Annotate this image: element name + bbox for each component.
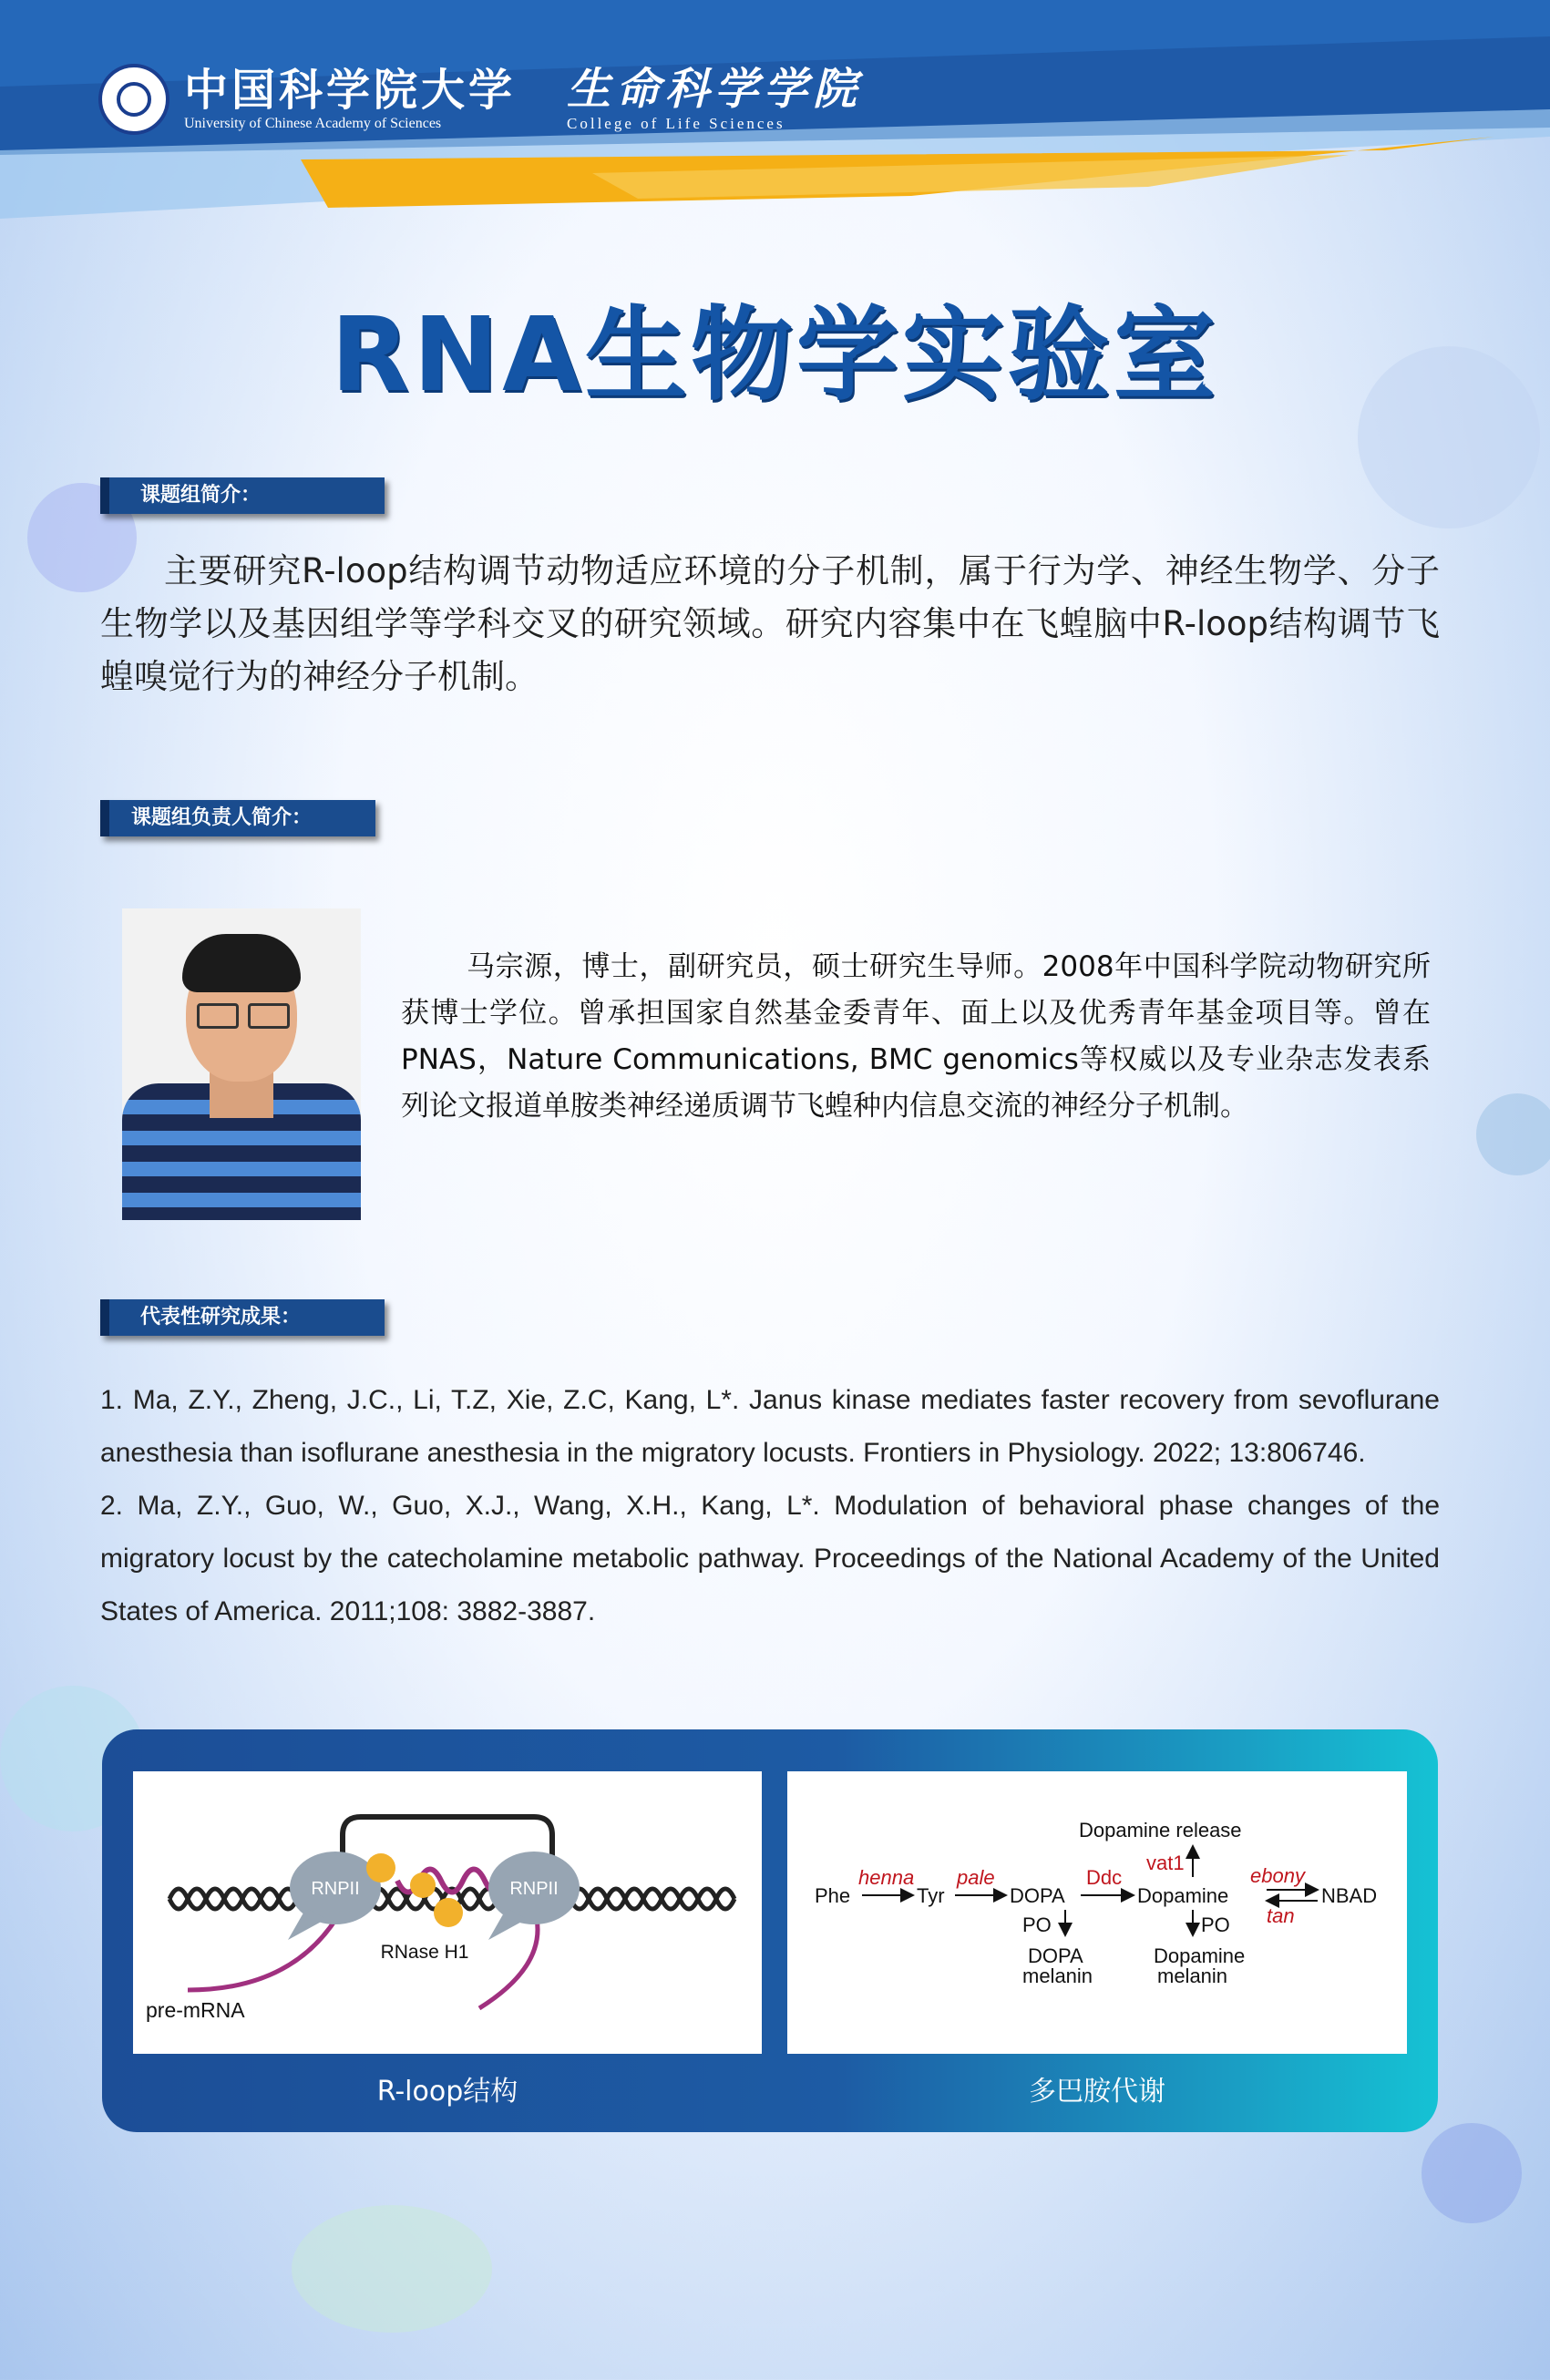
reference-item: 2. Ma, Z.Y., Guo, W., Guo, X.J., Wang, X.H., Kang, L*. Modulation of behavioral phase changes of the migratory locust by the catecholamine metabolic pathway. Proceedings of the National Academy of the United States of America. 2011;108: 3882-3887. (100, 1491, 1440, 1626)
rnase-label: RNase H1 (380, 1942, 469, 1963)
node-dopa: DOPA (1010, 1884, 1065, 1907)
caption-rloop: R-loop结构 (376, 2076, 518, 2108)
college-name (567, 66, 862, 133)
background-circle (1422, 2123, 1522, 2223)
node-dopamine: Dopamine (1137, 1884, 1229, 1907)
leader-photo (122, 908, 361, 1220)
dopamine-melanin-line2: melanin (1157, 1965, 1228, 1987)
logo-group (98, 64, 862, 135)
dopa-melanin-line1: DOPA (1028, 1944, 1083, 1967)
university-name-cn: 中国科学院大学 (184, 65, 517, 116)
gene-tan: tan (1267, 1904, 1295, 1927)
header-banner (0, 0, 1550, 219)
page-title: RNA生物学实验室 (331, 296, 1219, 415)
rloop-figure (133, 1771, 762, 2054)
gene-ebony: ebony (1250, 1864, 1305, 1887)
rloop-diagram (133, 1771, 762, 2054)
gene-henna: henna (858, 1866, 915, 1889)
gene-ddc: Ddc (1086, 1866, 1123, 1889)
node-tyr: Tyr (917, 1884, 945, 1907)
university-seal-icon (98, 64, 169, 135)
college-name-en: College of Life Sciences (567, 115, 785, 132)
reference-list (100, 1374, 1440, 1638)
dopamine-release-label: Dopamine release (1079, 1819, 1242, 1841)
university-name-en: University of Chinese Academy of Sciences (184, 116, 442, 131)
gene-vat1: vat1 (1146, 1852, 1185, 1874)
leader-bio: 马宗源，博士，副研究员，硕士研究生导师。2008年中国科学院动物研究所获博士学位。曾承担国家自然基金委青年、面上以及优秀青年基金项目等。曾在PNAS，Nature Communications, BMC genomics等权威以及专业杂志发表系列论文报道单胺类神经递质调节飞蝗种内信息交流的神经分子机制。 (401, 950, 1431, 1123)
dopa-melanin-line2: melanin (1022, 1965, 1093, 1987)
premrna-label: pre-mRNA (146, 1998, 245, 2022)
po-label-right: PO (1201, 1913, 1230, 1936)
section-label-results: 代表性研究成果： (100, 1299, 385, 1336)
node-nbad: NBAD (1321, 1884, 1378, 1907)
background-circle (292, 2205, 492, 2333)
figure-panel (102, 1729, 1438, 2132)
background-circle (1476, 1093, 1550, 1175)
rnpii-label-right: RNPII (509, 1879, 559, 1899)
node-phe: Phe (815, 1884, 851, 1907)
college-name-cn: 生命科学学院 (567, 64, 863, 115)
section-label-intro: 课题组简介： (100, 477, 385, 514)
dopamine-melanin-line1: Dopamine (1154, 1944, 1246, 1967)
caption-dopamine: 多巴胺代谢 (1029, 2076, 1165, 2108)
rnpii-label-left: RNPII (311, 1879, 360, 1899)
intro-paragraph: 主要研究R-loop结构调节动物适应环境的分子机制，属于行为学、神经生物学、分子生物学以及基因组学等学科交叉的研究领域。研究内容集中在飞蝗脑中R-loop结构调节飞蝗嗅觉行为的神经分子机制。 (100, 551, 1440, 696)
reference-item: 1. Ma, Z.Y., Zheng, J.C., Li, T.Z, Xie, Z.C, Kang, L*. Janus kinase mediates faster recovery from sevoflurane anesthesia than isoflurane anesthesia in the migratory locusts. Frontiers in Physiology. 2022; 13:806746. (100, 1385, 1440, 1468)
gene-pale: pale (957, 1866, 995, 1889)
university-name (184, 67, 516, 132)
section-label-leader: 课题组负责人简介： (100, 800, 375, 836)
dopamine-figure (787, 1771, 1407, 2054)
dopamine-pathway-diagram (787, 1771, 1407, 2054)
po-label-left: PO (1022, 1913, 1052, 1936)
